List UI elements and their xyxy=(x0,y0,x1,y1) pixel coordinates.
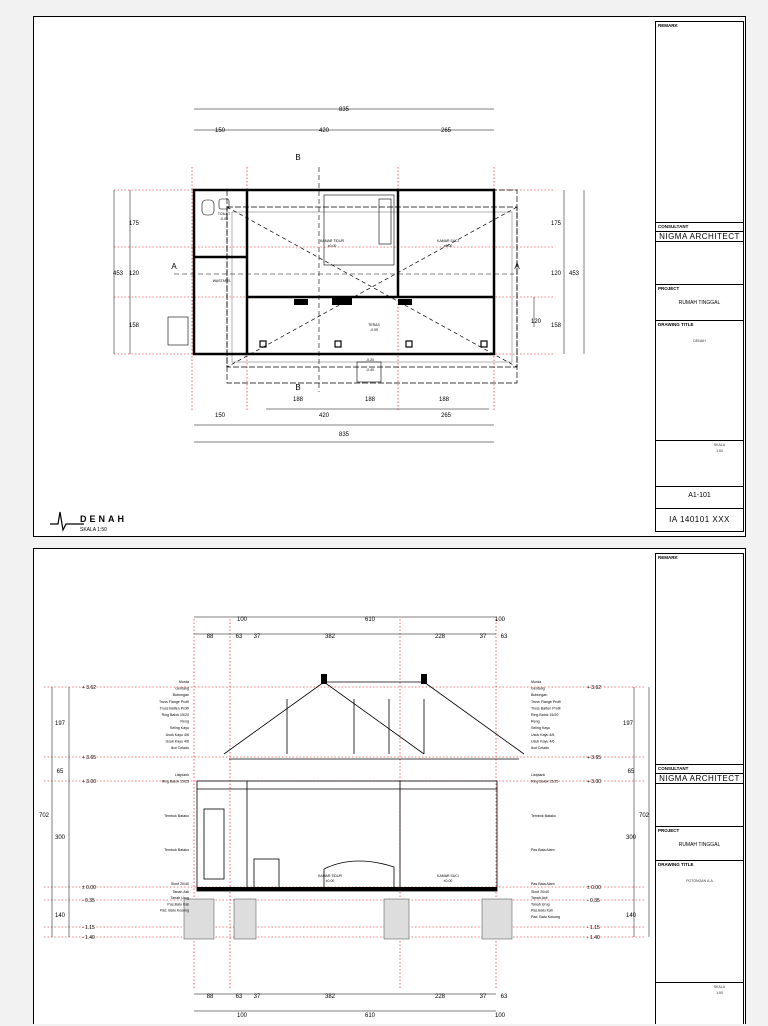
sheet-potongan xyxy=(33,548,746,1024)
note-right-8: Usuk Kayu 4/6 xyxy=(531,732,555,737)
level-left-4: ± 0.00 xyxy=(82,885,96,891)
drawing-title-value-2: POTONGAN A-A xyxy=(686,879,713,883)
dim-right-2: 120 xyxy=(550,271,562,277)
note-left-19: Pad. Batu Kosong xyxy=(160,908,189,913)
sec-dim-bdetail-5: 228 xyxy=(434,994,446,1000)
dim-left-2: 120 xyxy=(128,271,140,277)
project-section-2 xyxy=(656,826,743,860)
room-kamar-suci-name: KAMAR SUCI xyxy=(437,239,459,243)
remark-label-2: REMARK xyxy=(658,555,678,560)
sec-dim-bdetail-1: 88 xyxy=(206,994,214,1000)
sec-dim-right-total: 702 xyxy=(638,813,650,819)
sec-dim-left-total: 702 xyxy=(38,813,50,819)
dim-right-1: 175 xyxy=(550,221,562,227)
note-right-7: Seling Kayu xyxy=(531,726,551,731)
sec-room-kamar-tidur-name: KAMAR TIDUR xyxy=(317,874,343,878)
room-kamar-suci-level: ±0.00 xyxy=(443,244,453,248)
code-section xyxy=(656,508,743,533)
note-right-6: Reng xyxy=(531,719,540,724)
note-right-20: Pad. Batu Kosong xyxy=(531,914,560,919)
sec-dim-top-1: 100 xyxy=(236,617,248,623)
room-teras-name: TERAS xyxy=(368,323,380,327)
note-right-13: Tembok Batako xyxy=(531,814,556,818)
consultant-label: CONSULTANT xyxy=(658,224,689,229)
sec-dim-left-1: 197 xyxy=(54,721,66,727)
title-block-2 xyxy=(655,553,744,1024)
title-mark-icon xyxy=(50,510,84,532)
dim-top-2: 420 xyxy=(318,128,330,134)
section-marker-b-top: B xyxy=(295,153,301,162)
level-left-2: + 3.65 xyxy=(82,755,97,761)
note-left-6: Reng xyxy=(180,719,189,724)
project-name: RUMAH TINGGAL xyxy=(678,300,721,306)
dim-top-total: 835 xyxy=(338,107,350,113)
level-left-1: + 3.62 xyxy=(82,685,97,691)
sec-dim-detail-4: 382 xyxy=(324,634,336,640)
sec-dim-detail-5: 228 xyxy=(434,634,446,640)
consultant-section xyxy=(656,222,743,282)
note-left-15: Sloof 20/40 xyxy=(170,882,189,886)
consultant-name-2: NIGMA ARCHITECT xyxy=(656,773,743,784)
note-left-14: Tembok Batako xyxy=(164,848,189,852)
sec-dim-bdetail-2: 63 xyxy=(235,994,243,1000)
note-left-10: Ikut Celadu xyxy=(170,746,189,750)
level-right-1: + 3.62 xyxy=(587,685,602,691)
dim-bottom-1: 150 xyxy=(214,413,226,419)
sec-dim-right-3: 300 xyxy=(625,835,637,841)
note-right-10: Ikut Celadu xyxy=(531,746,550,750)
floor-plan-drawing xyxy=(34,17,654,536)
level-left-3: + 3.00 xyxy=(82,779,97,785)
sec-dim-bdetail-6: 37 xyxy=(479,994,487,1000)
remark-label: REMARK xyxy=(658,23,678,28)
sec-dim-bdetail-7: 63 xyxy=(500,994,508,1000)
note-left-5: Ring Balok 15/20 xyxy=(161,713,189,717)
note-left-3: Truss Flange Profil xyxy=(158,699,189,704)
level-bottom-2: -0.40 xyxy=(366,368,374,372)
level-left-6: - 1.15 xyxy=(82,925,95,931)
note-right-1: Gentang xyxy=(531,686,545,691)
project-label: PROJECT xyxy=(658,286,680,291)
level-right-7: - 1.40 xyxy=(587,935,600,941)
dim-inner-right: 120 xyxy=(530,319,542,325)
project-section xyxy=(656,284,743,320)
project-code: IA 140101 XXX xyxy=(669,515,730,524)
scale-section-2 xyxy=(656,982,743,1026)
room-teras-level: -0.05 xyxy=(370,328,378,332)
sheet-denah xyxy=(33,16,746,537)
scale-label: SKALA xyxy=(713,443,726,447)
sheet-number-section xyxy=(656,486,743,506)
sec-dim-detail-6: 37 xyxy=(479,634,487,640)
note-left-13: Tembok Batako xyxy=(164,814,189,818)
scale-value-2: 1:50 xyxy=(716,991,723,995)
title-block xyxy=(655,21,744,532)
sheet-number: A1-101 xyxy=(688,492,711,499)
note-right-9: Usuk Kayu 4/6 xyxy=(531,739,555,744)
sec-dim-bottom-3: 100 xyxy=(494,1013,506,1019)
sec-room-kamar-suci-level: ±0.00 xyxy=(443,879,453,883)
level-right-5: - 0.35 xyxy=(587,898,600,904)
drawing-scale: SKALA 1:50 xyxy=(80,527,107,533)
note-left-16: Tanah Asli xyxy=(172,890,189,894)
note-right-18: Tanah Urug xyxy=(531,902,550,907)
drawing-title-value: DENAH xyxy=(693,339,706,343)
section-marker-a-left: A xyxy=(171,262,177,271)
room-kamar-tidur-name: KAMAR TIDUR xyxy=(319,239,345,243)
sec-dim-bottom-2: 610 xyxy=(364,1013,376,1019)
note-left-18: Pas.Batu Kali xyxy=(167,902,189,907)
dim-right-3: 158 xyxy=(550,323,562,329)
room-kamar-tidur-level: ±0.00 xyxy=(327,244,337,248)
consultant-name: NIGMA ARCHITECT xyxy=(656,231,743,242)
sec-dim-top-2: 610 xyxy=(364,617,376,623)
drawing-title-section xyxy=(656,320,743,440)
sec-dim-left-2: 65 xyxy=(56,769,64,775)
note-right-3: Truss Flange Profil xyxy=(531,699,562,704)
note-right-15: Pas.Bata Alam xyxy=(531,882,555,886)
level-right-2: + 3.65 xyxy=(587,755,602,761)
level-right-3: + 3.00 xyxy=(587,779,602,785)
room-wastafel-name: WASTAFEL xyxy=(212,279,232,283)
sec-dim-bottom-1: 100 xyxy=(236,1013,248,1019)
dim-left-1: 175 xyxy=(128,221,140,227)
level-bottom-1: -0.20 xyxy=(366,358,374,362)
consultant-label-2: CONSULTANT xyxy=(658,766,689,771)
dim-top-1: 150 xyxy=(214,128,226,134)
level-left-5: - 0.35 xyxy=(82,898,95,904)
note-left-17: Tanah Urug xyxy=(170,896,189,901)
project-name-2: RUMAH TINGGAL xyxy=(678,842,721,848)
note-right-4: Truss Batten Profil xyxy=(531,706,561,711)
sec-dim-left-3: 300 xyxy=(54,835,66,841)
notes-left xyxy=(159,680,189,913)
dim-inner-3: 188 xyxy=(438,397,450,403)
drawing-title: DENAH xyxy=(80,514,128,524)
note-right-17: Tanah Asli xyxy=(531,896,548,901)
scale-value: 1:50 xyxy=(716,449,723,453)
note-left-9: Usuk Kayu 4/6 xyxy=(165,739,189,744)
scale-section xyxy=(656,440,743,486)
level-right-4: ± 0.00 xyxy=(587,885,601,891)
sec-dim-detail-2: 63 xyxy=(235,634,243,640)
section-marker-b-bottom: B xyxy=(295,383,301,392)
sec-dim-detail-7: 63 xyxy=(500,634,508,640)
dim-top-3: 265 xyxy=(440,128,452,134)
note-right-5: Ring Balok 15/20 xyxy=(531,713,559,717)
dim-left-total: 453 xyxy=(112,271,124,277)
note-left-12: Ring Balok 15/25 xyxy=(161,779,189,784)
note-left-7: Seling Kayu xyxy=(169,726,189,731)
level-right-6: - 1.15 xyxy=(587,925,600,931)
dim-bottom-total: 835 xyxy=(338,432,350,438)
room-toilet-level: -0.05 xyxy=(220,217,228,221)
note-right-14: Pas.Bata Alam xyxy=(531,848,555,852)
note-right-0: Murda xyxy=(531,680,542,684)
note-left-4: Truss Batten Profil xyxy=(159,706,189,711)
sec-dim-left-4: 140 xyxy=(54,913,66,919)
project-label-2: PROJECT xyxy=(658,828,680,833)
note-right-12: Ring Balok 15/25 xyxy=(531,779,559,784)
drawing-title-label: DRAWING TITLE xyxy=(658,322,694,327)
sec-room-kamar-suci-name: KAMAR SUCI xyxy=(437,874,459,878)
drawing-title-label-2: DRAWING TITLE xyxy=(658,862,694,867)
note-left-11: Listplank xyxy=(174,773,189,777)
sec-dim-bdetail-4: 382 xyxy=(324,994,336,1000)
section-marker-a-right: A xyxy=(514,262,520,271)
consultant-section-2 xyxy=(656,764,743,824)
scale-label-2: SKALA xyxy=(713,985,726,989)
dim-left-3: 158 xyxy=(128,323,140,329)
level-left-7: - 1.40 xyxy=(82,935,95,941)
dim-right-total: 453 xyxy=(568,271,580,277)
room-toilet-name: TOILET xyxy=(217,212,231,216)
note-right-11: Listplank xyxy=(531,773,546,777)
sec-dim-right-4: 140 xyxy=(625,913,637,919)
dim-inner-1: 188 xyxy=(292,397,304,403)
sec-dim-top-3: 100 xyxy=(494,617,506,623)
sec-room-kamar-tidur-level: ±0.00 xyxy=(325,879,335,883)
dim-bottom-2: 420 xyxy=(318,413,330,419)
sec-dim-detail-1: 88 xyxy=(206,634,214,640)
note-left-8: Usuk Kayu 4/6 xyxy=(165,732,189,737)
note-left-2: Bubungan xyxy=(172,693,189,698)
dim-inner-2: 188 xyxy=(364,397,376,403)
sec-dim-right-1: 197 xyxy=(622,721,634,727)
note-right-16: Sloof 20/40 xyxy=(531,890,550,894)
dim-bottom-3: 265 xyxy=(440,413,452,419)
notes-right xyxy=(531,680,561,919)
note-right-2: Bubungan xyxy=(531,693,548,698)
drawing-title-section-2 xyxy=(656,860,743,975)
sec-dim-detail-3: 37 xyxy=(253,634,261,640)
note-left-1: Gentang xyxy=(175,686,189,691)
section-drawing xyxy=(34,549,654,1025)
note-left-0: Murda xyxy=(178,680,189,684)
sec-dim-right-2: 65 xyxy=(627,769,635,775)
note-right-19: Pas.Batu Kali xyxy=(531,908,553,913)
sec-dim-bdetail-3: 37 xyxy=(253,994,261,1000)
